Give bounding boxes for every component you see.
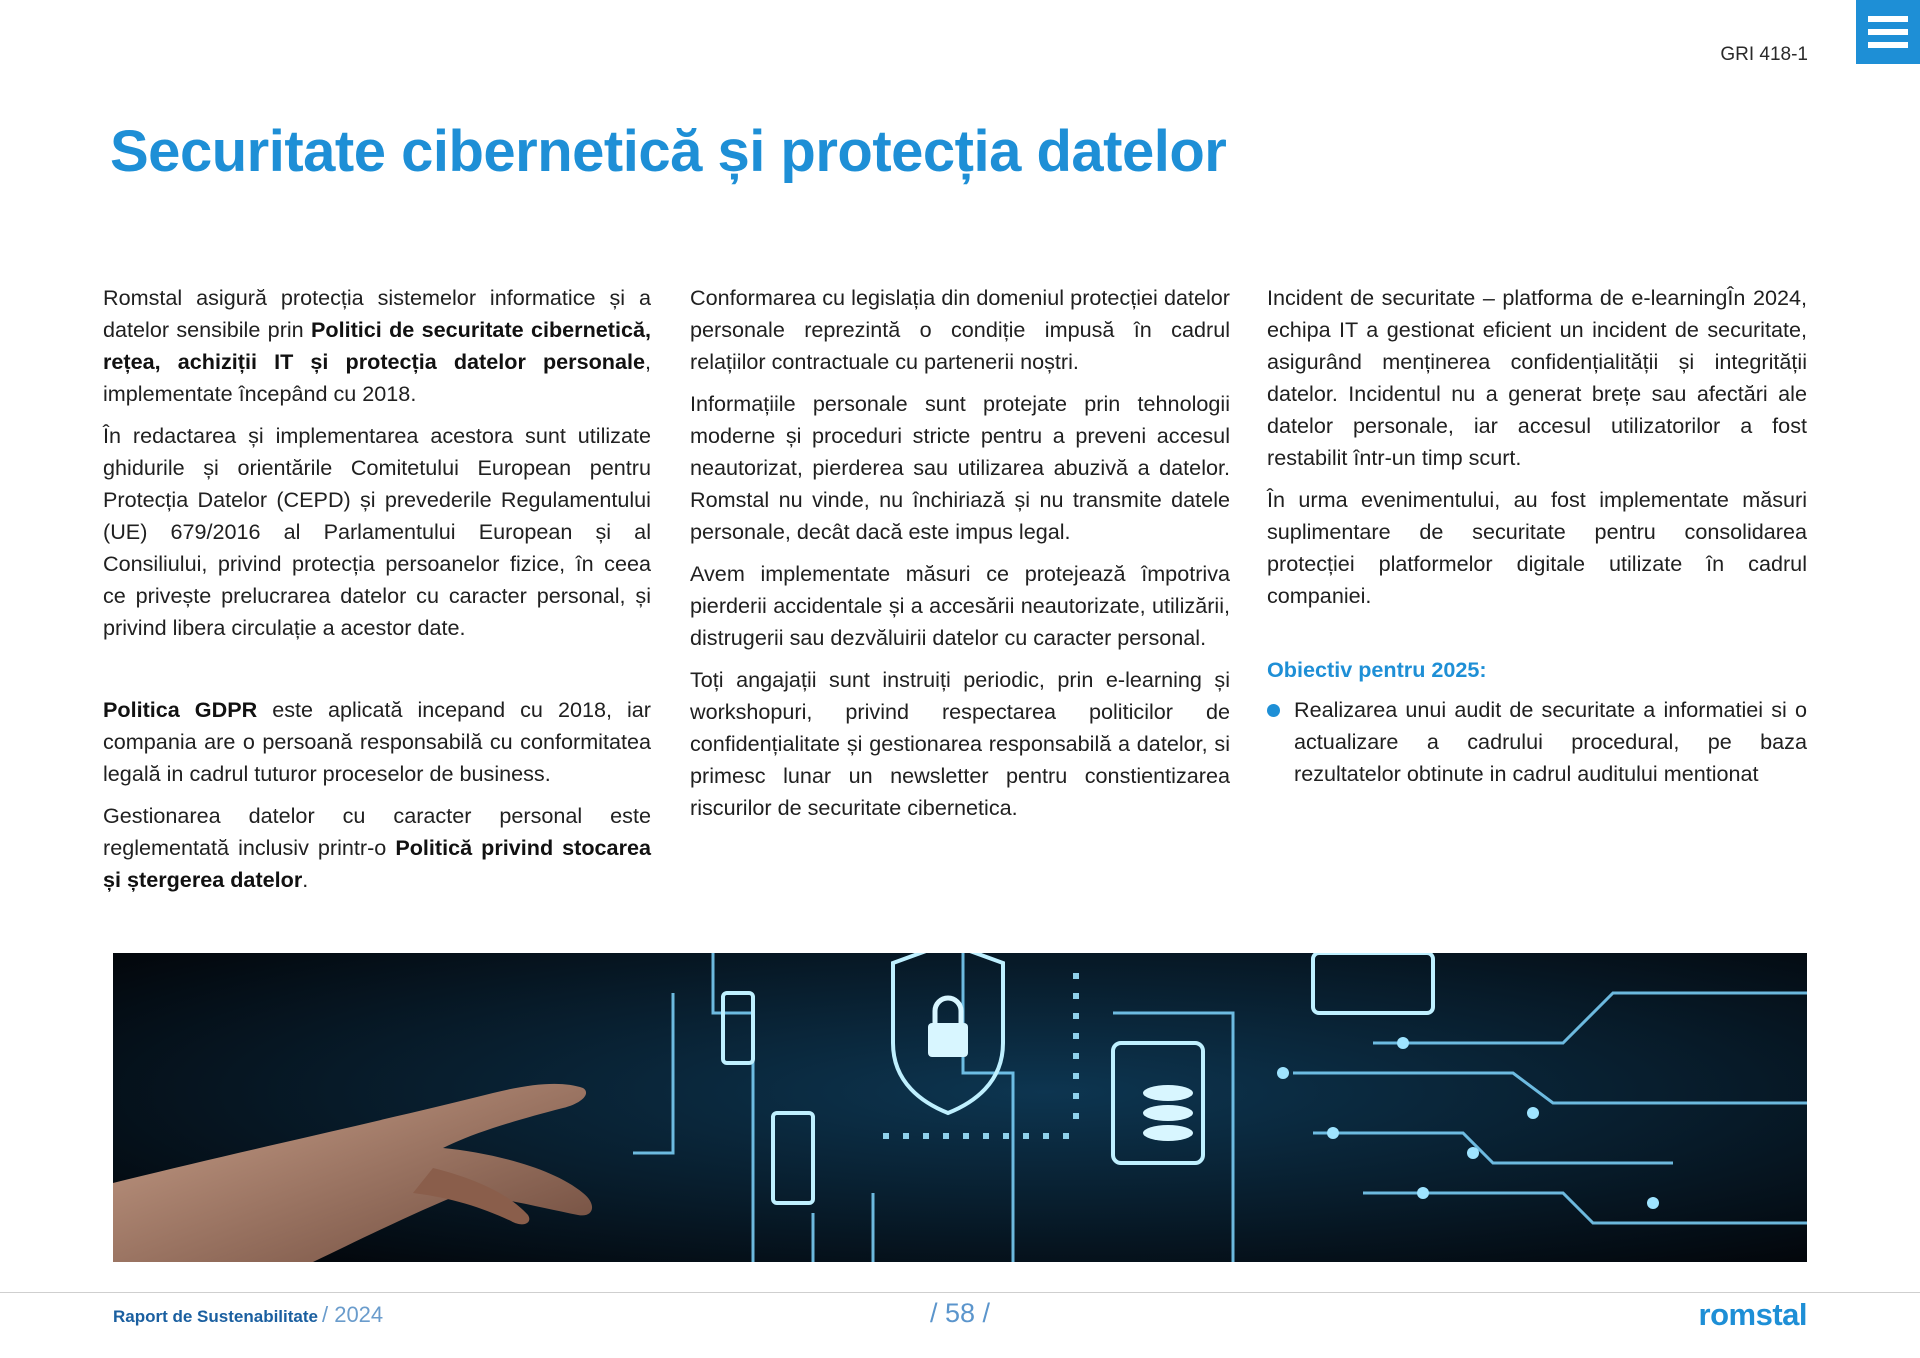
paragraph: Informațiile personale sunt protejate prin tehnologii moderne și proceduri stricte pentru a preveni accesul neautorizat, pierderea sau utilizarea abuzivă a datelor. Romstal nu vinde, nu închiriază și nu transmite datele personale, decât dacă este impus legal. [690, 391, 1230, 544]
gri-reference: GRI 418-1 [1720, 44, 1808, 65]
menu-icon-bar [1868, 16, 1908, 22]
column-right [1267, 282, 1807, 790]
footer-divider [0, 1292, 1920, 1293]
paragraph: Conformarea cu legislația din domeniul protecției datelor personale reprezintă o condiție impusă în cadrul relațiilor contractuale cu partenerii noștri. [690, 285, 1230, 374]
column-left [103, 282, 651, 906]
page-title: Securitate cibernetică și protecția datelor [110, 119, 1227, 184]
paragraph: Incident de securitate – platforma de e-learningÎn 2024, echipa IT a gestionat eficient un incident de securitate, asigurând menținerea confidențialității și integrității datelor. Incidentul nu a generat brețe sau afectări ale datelor personale, iar accesul utilizatorilor a fost restabilit într-un timp scurt. [1267, 285, 1807, 470]
bullet-dot-icon [1267, 704, 1280, 717]
paragraph: În urma evenimentului, au fost implementate măsuri suplimentare de securitate pentru consolidarea protecției platformelor digitale utilizate în cadrul companiei. [1267, 487, 1807, 608]
romstal-logo: romstal [1698, 1297, 1807, 1332]
menu-icon-bar [1868, 29, 1908, 35]
menu-icon-bar [1868, 42, 1908, 48]
paragraph: Avem implementate măsuri ce protejează împotriva pierderii accidentale și a accesării neautorizate, utilizării, distrugerii sau dezvăluirii datelor cu caracter personal. [690, 561, 1230, 650]
menu-button[interactable] [1856, 0, 1920, 64]
paragraph: În redactarea și implementarea acestora sunt utilizate ghidurile și orientările Comitetului European pentru Protecția Datelor (CEPD) și prevederile Regulamentului (UE) 679/2016 al Parlamentului European și al Consiliului, privind protecția persoanelor fizice, în ceea ce privește prelucrarea datelor cu caracter personal, și privind libera circulație a acestor date. [103, 423, 651, 640]
page-number: / 58 / [929, 1298, 991, 1328]
paragraph: Gestionarea datelor cu caracter personal este reglementată inclusiv printr-o Politică privind stocarea și ștergerea datelor. [103, 803, 651, 892]
objective-item: Realizarea unui audit de securitate a informatiei si o actualizare a cadrului procedural, pe baza rezultatelor obtinute in cadrul auditului mentionat [1267, 694, 1807, 790]
paragraph: Politica GDPR este aplicată incepand cu 2018, iar compania are o persoană responsabilă cu conformitatea legală in cadrul tuturor proceselor de business. [103, 697, 651, 786]
paragraph: Toți angajații sunt instruiți periodic, prin e-learning și workshopuri, privind respectarea politicilor de confidențialitate și gestionarea responsabilă a datelor, si primesc lunar un newsletter pentru constientizarea riscurilor de securitate cibernetica. [690, 667, 1230, 820]
paragraph: Romstal asigură protecția sistemelor informatice și a datelor sensibile prin Politici de securitate cibernetică, rețea, achiziții IT și protecția datelor personale, implementate începând cu 2018. [103, 285, 651, 406]
cybersecurity-image [113, 953, 1807, 1262]
report-name: Raport de Sustenabilitate / 2024 [113, 1302, 384, 1327]
objective-title: Obiectiv pentru 2025: [1267, 657, 1487, 682]
column-middle [690, 282, 1230, 834]
